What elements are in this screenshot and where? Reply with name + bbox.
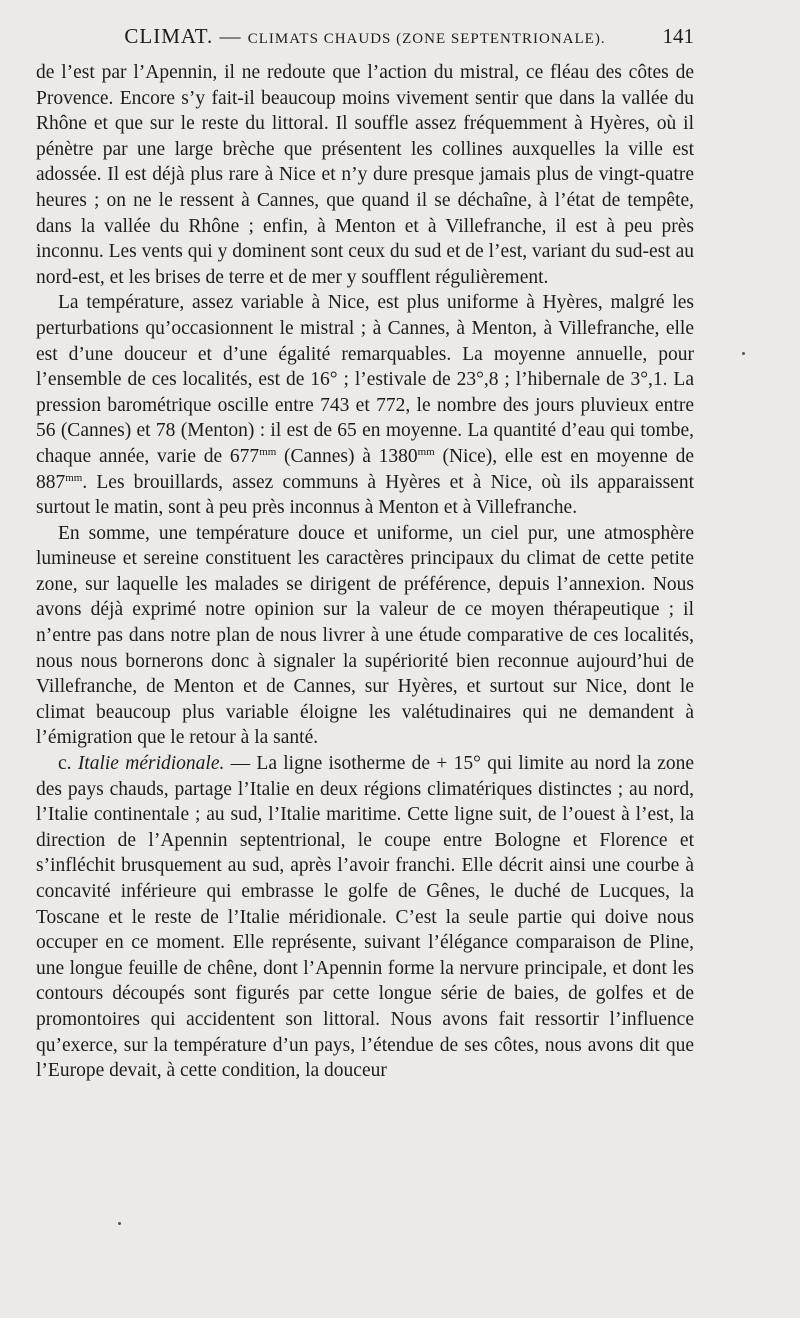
unit-mm-1: mm [259, 445, 277, 458]
paragraph-2-part-1: La température, assez variable à Nice, est plus uniforme à Hyères, malgré les perturbations qu’occasionnent le mistral ; à Cannes, à Menton, à Villefranche, elle est d’une douceur et d’une égalité remarquables. La moyenne annuelle, pour l’ensemble de ces localités, est de 16° ; l’estivale de 23°,8 ; l’hibernale de 3°,1. La pression barométrique oscille entre 743 et 772, le nombre des jours pluvieux entre 56 (Cannes) et 78 (Menton) : il est de 65 en moyenne. La quantité d’eau qui tombe, chaque année, varie de 677 [36, 292, 694, 467]
running-title [36, 24, 694, 49]
running-header [36, 24, 694, 54]
running-title-main: CLIMAT. [124, 24, 214, 48]
ink-fleck [742, 352, 745, 355]
section-heading: Italie méridionale. [77, 753, 225, 775]
running-title-dash: — [213, 24, 248, 48]
unit-mm-2: mm [417, 445, 435, 458]
paragraph-2 [36, 290, 694, 520]
page-number: 141 [662, 24, 694, 48]
paragraph-2-part-2: (Cannes) à 1380 [276, 445, 418, 467]
paragraph-3: En somme, une température douce et uniforme, un ciel pur, une atmosphère lumineuse et sereine constituent les caractères principaux du climat de cette petite zone, sur laquelle les malades se dirigent de préférence, depuis l’annexion. Nous avons déjà exprimé notre opinion sur la valeur de ce moyen thérapeutique ; il n’entre pas dans notre plan de nous livrer à une étude comparative de ces localités, nous nous bornerons donc à signaler la supériorité bien reconnue aujourd’hui de Villefranche, de Menton et de Cannes, sur Hyères, et surtout sur Nice, dont le climat beaucoup plus variable éloigne les valétudinaires qui ne demandent à l’émigration que le retour à la santé. [36, 522, 694, 749]
paragraph-4-text: — La ligne isotherme de + 15° qui limite au nord la zone des pays chauds, partage l’Italie en deux régions climatériques distinctes ; au nord, l’Italie continentale ; au sud, l’Italie maritime. Cette ligne suit, de l’ouest à l’est, la direction de l’Apennin septentrional, le coupe entre Bologne et Florence et s’infléchit brusquement au sud, après l’avoir franchi. Elle décrit ainsi une courbe à concavité inférieure qui embrasse le golfe de Gênes, le duché de Lucques, la Toscane et le reste de l’Italie méridionale. C’est la seule partie qui doive nous occuper en ce moment. Elle représente, suivant l’élégance comparaison de Pline, une longue feuille de chêne, dont l’Apennin forme la nervure principale, et dont les contours découpés sont figurés par cette longue série de baies, de golfes et de promontoires qui accidentent son littoral. Nous avons fait ressortir l’influence qu’exerce, sur la température d’un pays, l’étendue de ses côtes, nous avons dit que l’Europe devait, à cette condition, la douceur [36, 753, 695, 1082]
running-title-small: CLIMATS CHAUDS (ZONE SEPTENTRIONALE). [247, 31, 606, 47]
paragraph-4 [36, 751, 694, 1084]
paragraph-2-part-4: . Les brouillards, assez communs à Hyères et à Nice, où ils apparaissent surtout le matin, sont à peu près inconnus à Menton et à Villefranche. [36, 471, 694, 519]
paragraph-1: de l’est par l’Apennin, il ne redoute que l’action du mistral, ce fléau des côtes de Provence. Encore s’y fait-il beaucoup moins vivement sentir que dans la vallée du Rhône et que sur le reste du littoral. Il souffle assez fréquemment à Hyères, où il pénètre par une large brèche que présentent les collines auxquelles la ville est adossée. Il est déjà plus rare à Nice et n’y dure presque jamais plus de vingt-quatre heures ; on ne le ressent à Cannes, que quand il se déchaîne, à l’état de tempête, dans la vallée du Rhône ; enfin, à Menton et à Villefranche, il est à peu près inconnu. Les vents qui y dominent sont ceux du sud et de l’est, variant du sud-est au nord-est, et les brises de terre et de mer y soufflent régulièrement. [36, 62, 694, 288]
unit-mm-3: mm [65, 471, 83, 484]
ink-fleck [118, 1222, 121, 1225]
body-text [36, 60, 694, 1084]
paragraph-2-part-3: (Nice), elle est en moyenne de 887 [36, 445, 694, 493]
section-letter: c. [58, 753, 78, 775]
